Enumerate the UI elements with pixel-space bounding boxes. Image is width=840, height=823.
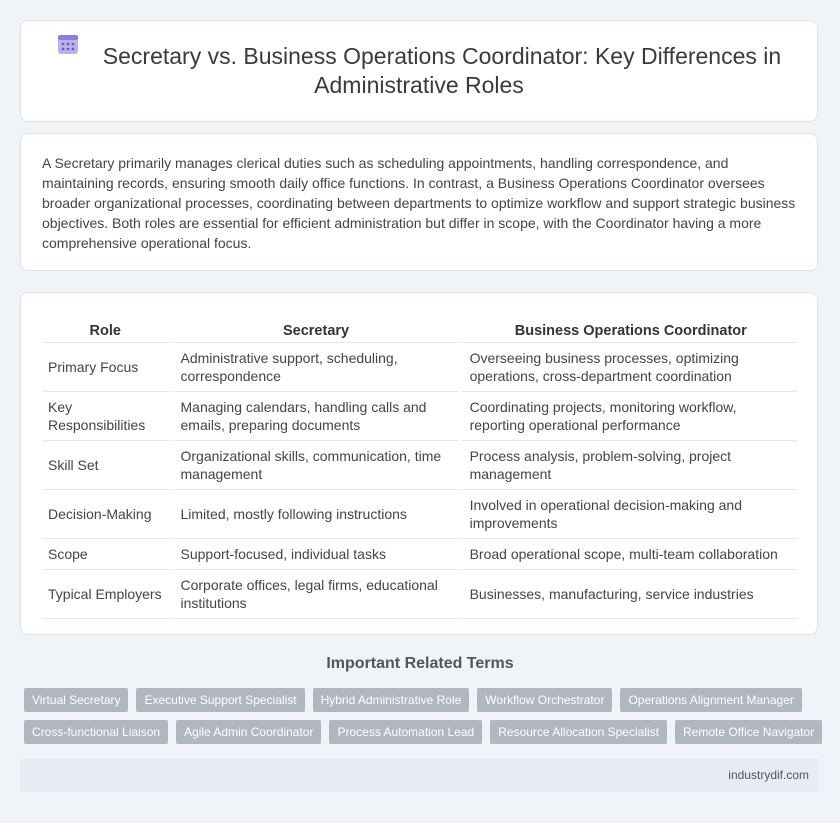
table-header-row	[42, 311, 798, 343]
row-label: Scope	[42, 539, 169, 570]
secretary-cell: Managing calendars, handling calls and emails, preparing documents	[169, 392, 458, 441]
row-label: Primary Focus	[42, 343, 169, 392]
coordinator-cell: Overseeing business processes, optimizing operations, cross-department coordination	[458, 343, 798, 392]
tag-remote-office-navigator[interactable]: Remote Office Navigator	[675, 720, 822, 744]
row-label: Decision-Making	[42, 490, 169, 539]
header-role: Role	[42, 311, 169, 343]
tag-resource-allocation-specialist[interactable]: Resource Allocation Specialist	[490, 720, 667, 744]
related-terms-list	[24, 688, 824, 752]
tag-process-automation-lead[interactable]: Process Automation Lead	[329, 720, 482, 744]
header-secretary: Secretary	[169, 311, 458, 343]
row-label: Typical Employers	[42, 570, 169, 619]
row-label: Skill Set	[42, 441, 169, 490]
related-terms-title: Important Related Terms	[326, 655, 514, 672]
coordinator-cell: Involved in operational decision-making and improvements	[458, 490, 798, 539]
coordinator-cell: Broad operational scope, multi-team collaboration	[458, 539, 798, 570]
tag-workflow-orchestrator[interactable]: Workflow Orchestrator	[477, 688, 612, 712]
table-row	[42, 539, 798, 570]
tag-virtual-secretary[interactable]: Virtual Secretary	[24, 688, 128, 712]
secretary-cell: Support-focused, individual tasks	[169, 539, 458, 570]
footer-site[interactable]: industrydif.com	[728, 768, 809, 782]
title-card	[20, 20, 818, 122]
comparison-table	[42, 311, 798, 619]
tag-row	[24, 688, 824, 712]
secretary-cell: Corporate offices, legal firms, educational institutions	[169, 570, 458, 619]
coordinator-cell: Process analysis, problem-solving, project management	[458, 441, 798, 490]
table-row	[42, 490, 798, 539]
intro-paragraph: A Secretary primarily manages clerical duties such as scheduling appointments, handling correspondence, and maintaining records, ensuring smooth daily office functions. In contrast, a Business Operations Coordinator oversees broader organizational processes, coordinating between departments to optimize workflow and support strategic business objectives. Both roles are essential for efficient administration but differ in scope, with the Coordinator having a more comprehensive operational focus.	[42, 155, 796, 251]
table-row	[42, 392, 798, 441]
tag-executive-support-specialist[interactable]: Executive Support Specialist	[136, 688, 304, 712]
tag-hybrid-administrative-role[interactable]: Hybrid Administrative Role	[313, 688, 470, 712]
secretary-cell: Organizational skills, communication, time management	[169, 441, 458, 490]
row-label: Key Responsibilities	[42, 392, 169, 441]
intro-card	[20, 133, 818, 271]
tag-cross-functional-liaison[interactable]: Cross-functional Liaison	[24, 720, 168, 744]
table-row	[42, 441, 798, 490]
secretary-cell: Limited, mostly following instructions	[169, 490, 458, 539]
tag-row	[24, 720, 824, 744]
tag-agile-admin-coordinator[interactable]: Agile Admin Coordinator	[176, 720, 321, 744]
secretary-cell: Administrative support, scheduling, correspondence	[169, 343, 458, 392]
calendar-icon	[57, 33, 79, 55]
table-row	[42, 570, 798, 619]
page-title-text: Secretary vs. Business Operations Coordinator: Key Differences in Administrative Roles	[102, 43, 782, 98]
coordinator-cell: Coordinating projects, monitoring workflow, reporting operational performance	[458, 392, 798, 441]
header-coordinator: Business Operations Coordinator	[458, 311, 798, 343]
page-title	[51, 42, 787, 100]
comparison-card	[20, 292, 818, 635]
tag-operations-alignment-manager[interactable]: Operations Alignment Manager	[620, 688, 801, 712]
table-row	[42, 343, 798, 392]
coordinator-cell: Businesses, manufacturing, service industries	[458, 570, 798, 619]
footer	[20, 759, 818, 792]
